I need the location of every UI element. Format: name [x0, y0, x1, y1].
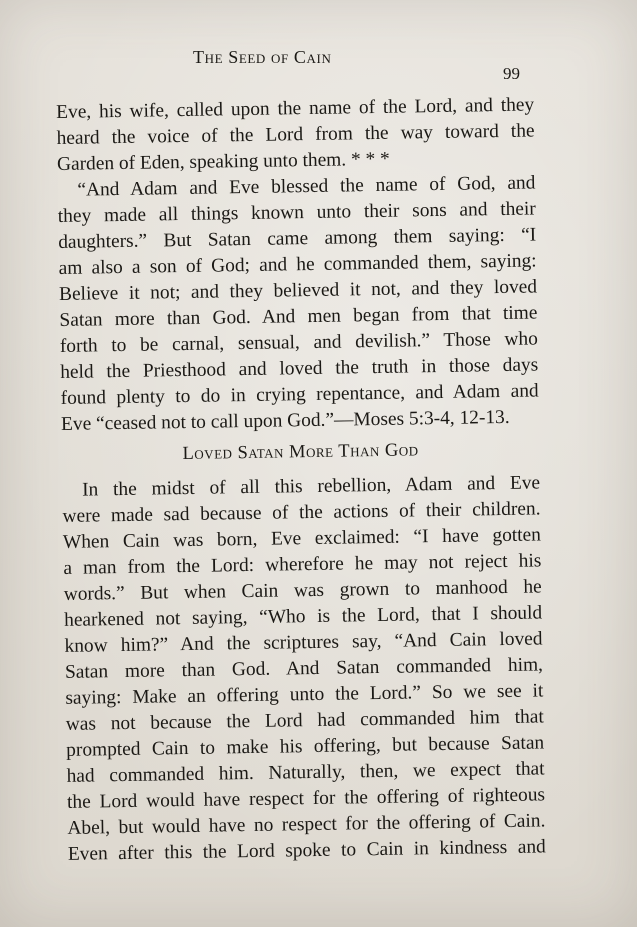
- text-line: saying: Make an offering unto the Lord.” So we see it: [65, 680, 544, 709]
- text-line: Abel, but would have no respect for the offering of Cain.: [67, 810, 546, 839]
- text-line: found plenty to do in crying repentance, and Adam and: [60, 380, 539, 409]
- text-line: daughters.” But Satan came among them saying: “I: [58, 224, 537, 253]
- text-line: held the Priesthood and loved the truth in those days: [60, 354, 539, 383]
- text-line: When Cain was born, Eve exclaimed: “I have gotten: [62, 524, 542, 553]
- text-line: In the midst of all this rebellion, Adam and Eve: [81, 472, 541, 501]
- text-line: know him?” And the scriptures say, “And Cain loved: [64, 628, 543, 657]
- text-line: forth to be carnal, sensual, and devilish.” Those who: [59, 328, 538, 357]
- page-header: [0, 47, 637, 87]
- text-line: Eve “ceased not to call upon God.”—Moses 5:3-4, 12-13.: [60, 406, 510, 435]
- text-line: “And Adam and Eve blessed the name of God, and: [77, 172, 536, 201]
- paragraph-continuation: [56, 92, 535, 177]
- text-line: prompted Cain to make his offering, but because Satan: [66, 732, 545, 761]
- text-line: Satan more than God. And Satan commanded him,: [64, 654, 544, 683]
- paragraph-quotation: [57, 170, 539, 437]
- text-line: the Lord would have respect for the offering of righteous: [66, 784, 546, 813]
- text-line: Even after this the Lord spoke to Cain in kindness and: [67, 836, 546, 865]
- text-line: hearkened not saying, “Who is the Lord, that I should: [64, 602, 543, 631]
- running-title: The Seed of Cain: [193, 47, 332, 67]
- text-line: they made all things known unto their sons and their: [57, 198, 536, 227]
- text-line: Believe it not; and they believed it not, and they loved: [58, 276, 538, 305]
- text-line: am also a son of God; and he commanded them, saying:: [58, 250, 537, 279]
- section-heading: Loved Satan More Than God: [182, 440, 419, 465]
- text-line: words.” But when Cain was grown to manhood he: [63, 576, 542, 605]
- text-line: heard the voice of the Lord from the way toward the: [56, 120, 535, 149]
- text-line: were made sad because of the actions of their children.: [62, 498, 541, 527]
- text-line: Eve, his wife, called upon the name of the Lord, and they: [56, 94, 535, 123]
- body-text: [56, 92, 546, 867]
- text-line: had commanded him. Naturally, then, we expect that: [66, 758, 545, 787]
- text-line: a man from the Lord: wherefore he may not reject his: [63, 550, 542, 579]
- paragraph-section-body: [62, 470, 546, 867]
- page-number: 99: [503, 64, 520, 83]
- text-line: was not because the Lord had commanded him that: [65, 706, 544, 735]
- text-line: Garden of Eden, speaking unto them. * * *: [56, 148, 390, 175]
- text-line: Satan more than God. And men began from that time: [59, 302, 538, 331]
